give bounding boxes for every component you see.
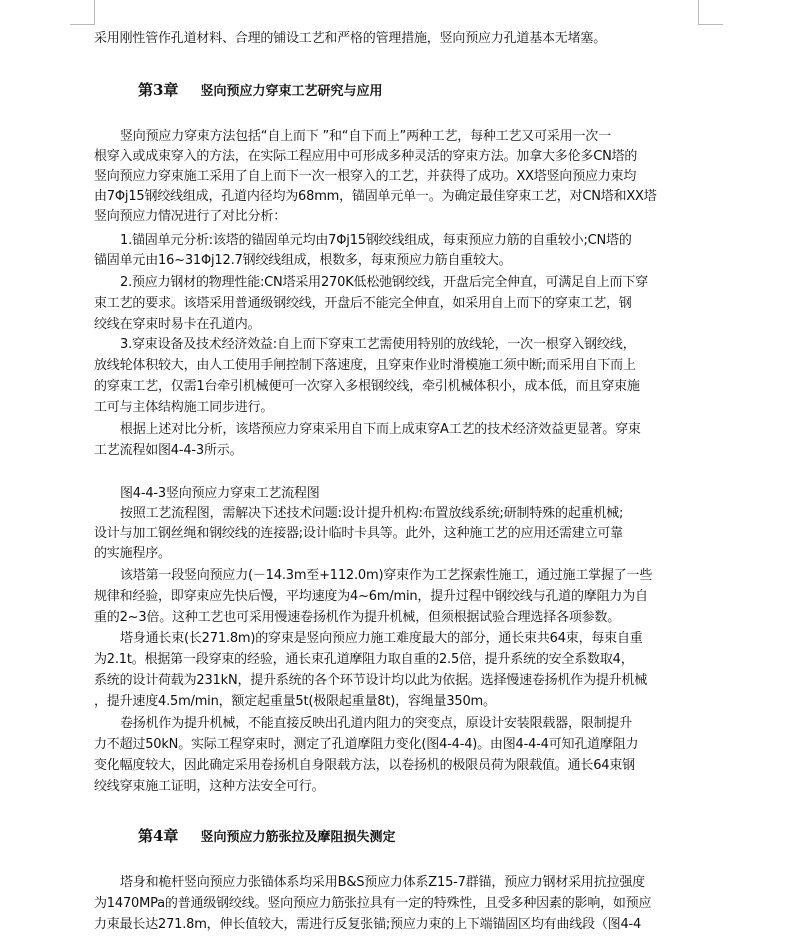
text-line: 放线轮体积较大，由人工使用手闸控制下落速度，且穿束作业时滑模施工须中断;而采用自下而上 [94, 358, 636, 373]
text-line: 采用刚性管作孔道材料、合理的铺设工艺和严格的管理措施，竖向预应力孔道基本无堵塞。 [94, 31, 607, 46]
text-line: 设计与加工钢丝绳和钢绞线的连接器;设计临时卡具等。此外，这种施工艺的应用还需建立可靠 [94, 526, 623, 541]
text-line: 束工艺的要求。该塔采用普通级钢绞线，开盘后不能完全伸直，如采用自上而下的穿束工艺，钢 [94, 296, 632, 311]
text-line: 规律和经验，即穿束应先快后慢，平均速度为4~6m/min，提升过程中钢绞线与孔道的摩阻力为自 [94, 589, 648, 604]
text-line: 根据上述对比分析，该塔预应力穿束采用自下而上成束穿A工艺的技术经济效益更显著。穿束 [120, 422, 641, 437]
text-line: 的穿束工艺，仅需1台牵引机械便可一次穿入多根钢绞线，牵引机械体积小，成本低，而且穿束施 [94, 379, 640, 394]
text-line: 系统的设计荷载为231kN，提升系统的各个环节设计均以此为依据。选择慢速卷扬机作为提升机械 [94, 673, 648, 688]
chapter-heading [138, 825, 395, 846]
chapter-number: 第4章 [138, 827, 179, 845]
text-line: 重的2~3倍。这种工艺也可采用慢速卷扬机作为提升机械，但须根据试验合理选择各项参数。 [94, 610, 621, 625]
text-line: 3.穿束设备及技术经济效益:自上而下穿束工艺需使用特别的放线轮，一次一根穿入钢绞线， [120, 337, 636, 352]
text-line: 力不超过50kN。实际工程穿束时，测定了孔道摩阻力变化(图4-4-4)。由图4-4-4可知孔道摩阻力 [94, 737, 639, 752]
text-line: 竖向预应力情况进行了对比分析： [94, 209, 287, 224]
text-line: 塔身通长束(长271.8m)的穿束是竖向预应力施工难度最大的部分，通长束共64束，每束自重 [120, 631, 643, 646]
text-line: 绞线穿束施工证明，这种方法安全可行。 [94, 779, 325, 794]
text-line: 竖向预应力穿束施工采用了自上而下一次一根穿入的工艺，并获得了成功。XX塔竖向预应力束均 [94, 169, 637, 184]
text-line: 为1470MPa的普通级钢绞线。竖向预应力筋张拉具有一定的特殊性，且受多种因素的影响，如预应 [94, 896, 652, 911]
text-line: 卷扬机作为提升机械，不能直接反映出孔道内阻力的突变点，原设计安装限载器，限制提升 [120, 716, 633, 731]
text-line: 力束最长达271.8m，伸长值较大，需进行反复张锚;预应力束的上下端锚固区均有曲线段（图4-4 [94, 917, 642, 932]
crop-mark-right-vertical [698, 0, 699, 25]
chapter-number: 第3章 [138, 81, 179, 99]
text-line: 的实施程序。 [94, 546, 171, 561]
figure-caption: 图4-4-3竖向预应力穿束工艺流程图 [120, 486, 320, 501]
text-line: 竖向预应力穿束方法包括“自上而下 ”和“自下而上”两种工艺，每种工艺又可采用一次一 [120, 129, 611, 144]
crop-mark-left-horizontal [70, 24, 95, 25]
text-line: 工可与主体结构施工同步进行。 [94, 400, 274, 415]
chapter-heading [138, 79, 382, 100]
text-line: 1.锚固单元分析:该塔的锚固单元均由7Φj15钢绞线组成，每束预应力筋的自重较小;CN塔的 [120, 233, 632, 248]
text-line: 锚固单元由16~31Φj12.7钢绞线组成，根数多，每束预应力筋自重较大。 [94, 253, 512, 268]
crop-mark-left-vertical [94, 0, 95, 25]
text-line: 按照工艺流程图，需解决下述技术问题:设计提升机构:布置放线系统;研制特殊的起重机械; [120, 506, 624, 521]
text-line: 绞线在穿束时易卡在孔道内。 [94, 317, 261, 332]
crop-mark-right-horizontal [698, 24, 723, 25]
text-line: 2.预应力钢材的物理性能:CN塔采用270K低松弛钢绞线，开盘后完全伸直，可满足自上而下穿 [120, 275, 648, 290]
text-line: 塔身和桅杆竖向预应力张锚体系均采用B&S预应力体系Z15-7群锚，预应力钢材采用抗拉强度 [120, 875, 645, 890]
text-line: 由7Φj15钢绞线组成，孔道内径均为68mm，锚固单元单一。为确定最佳穿束工艺，对CN塔和XX塔 [94, 189, 657, 204]
chapter-title: 竖向预应力穿束工艺研究与应用 [200, 84, 383, 99]
text-line: 变化幅度较大，因此确定采用卷扬机自身限载方法，以卷扬机的极限员荷为限载值。通长64束钢 [94, 758, 635, 773]
text-line: 根穿入或成束穿入的方法，在实际工程应用中可形成多种灵活的穿束方法。加拿大多伦多CN塔的 [94, 149, 638, 164]
text-line: 为2.1t。根据第一段穿束的经验，通长束孔道摩阻力取自重的2.5倍，提升系统的安全系数取4， [94, 652, 634, 667]
chapter-title: 竖向预应力筋张拉及摩阻损失测定 [200, 830, 396, 845]
text-line: ，提升速度4.5m/min，额定起重量5t(极限起重量8t)，容绳量350m。 [94, 694, 496, 709]
text-line: 工艺流程如图4-4-3所示。 [94, 443, 243, 458]
text-line: 该塔第一段竖向预应力(－14.3m至+112.0m)穿束作为工艺探索性施工，通过施工掌握了一些 [120, 568, 653, 583]
